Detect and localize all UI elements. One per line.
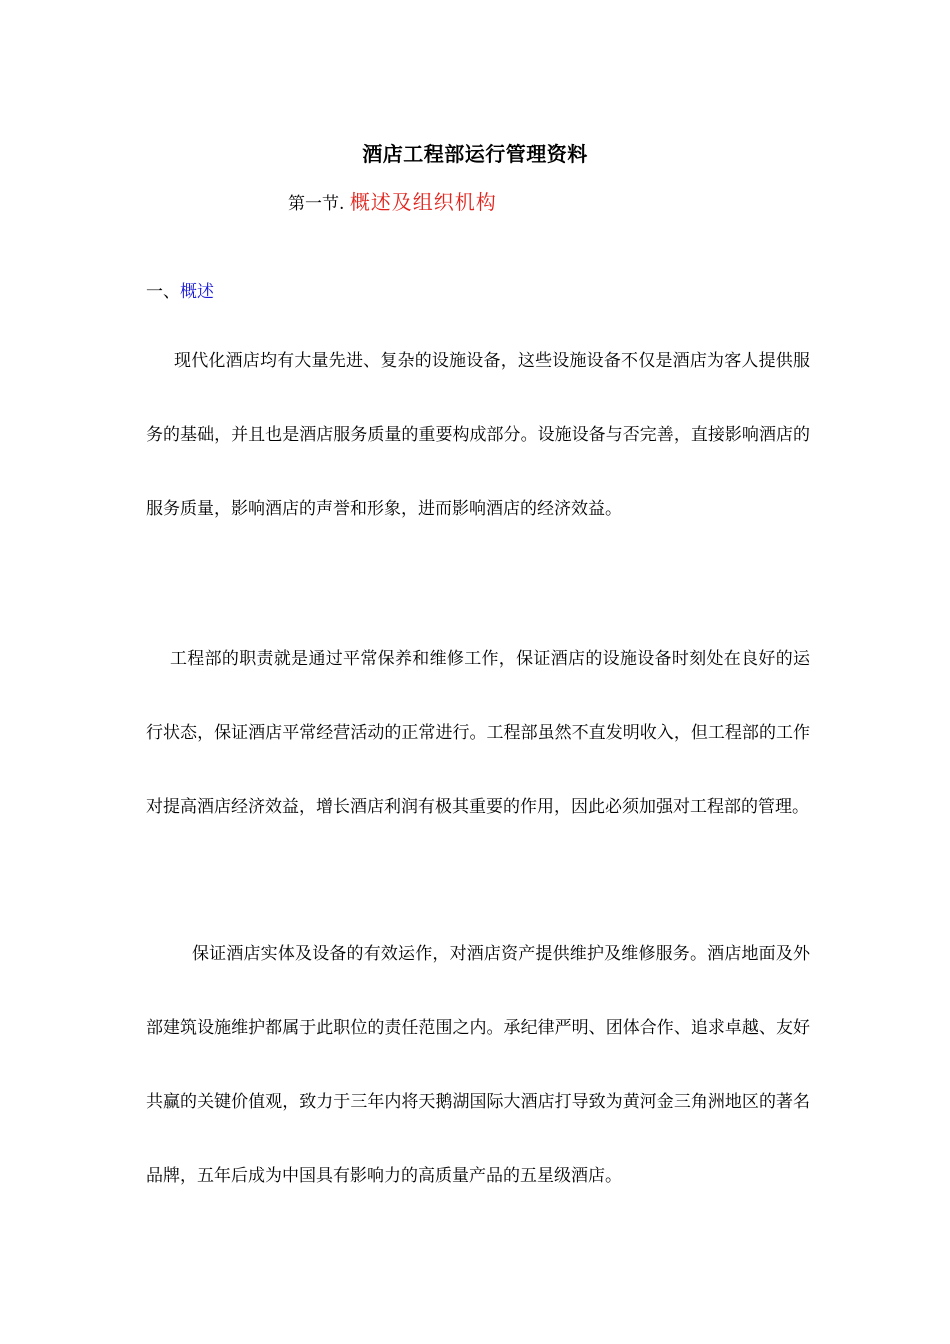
subheading-text: 概述 — [180, 282, 214, 302]
subheading-number: 一、 — [146, 282, 180, 302]
paragraph-responsibilities: 工程部的职责就是通过平常保养和维修工作，保证酒店的设施设备时刻处在良好的运行状态，保证酒店平常经营活动的正常进行。工程部虽然不直发明收入，但工程部的工作对提高酒店经济效益，增长酒店利润有极其重要的作用，因此必须加强对工程部的管理。 — [146, 649, 810, 817]
section-prefix: 第一节. — [288, 194, 345, 214]
subheading — [146, 277, 214, 302]
paragraph-overview: 现代化酒店均有大量先进、复杂的设施设备，这些设施设备不仅是酒店为客人提供服务的基础，并且也是酒店服务质量的重要构成部分。设施设备与否完善，直接影响酒店的服务质量，影响酒店的声誉和形象，进而影响酒店的经济效益。 — [146, 351, 810, 519]
section-heading — [288, 186, 497, 215]
section-name: 概述及组织机构 — [349, 190, 497, 214]
document-title: 酒店工程部运行管理资料 — [362, 142, 588, 166]
paragraph-mission: 保证酒店实体及设备的有效运作，对酒店资产提供维护及维修服务。酒店地面及外部建筑设施维护都属于此职位的责任范围之内。承纪律严明、团体合作、追求卓越、友好共赢的关键价值观，致力于三年内将天鹅湖国际大酒店打导致为黄河金三角洲地区的著名品牌，五年后成为中国具有影响力的高质量产品的五星级酒店。 — [146, 944, 810, 1186]
